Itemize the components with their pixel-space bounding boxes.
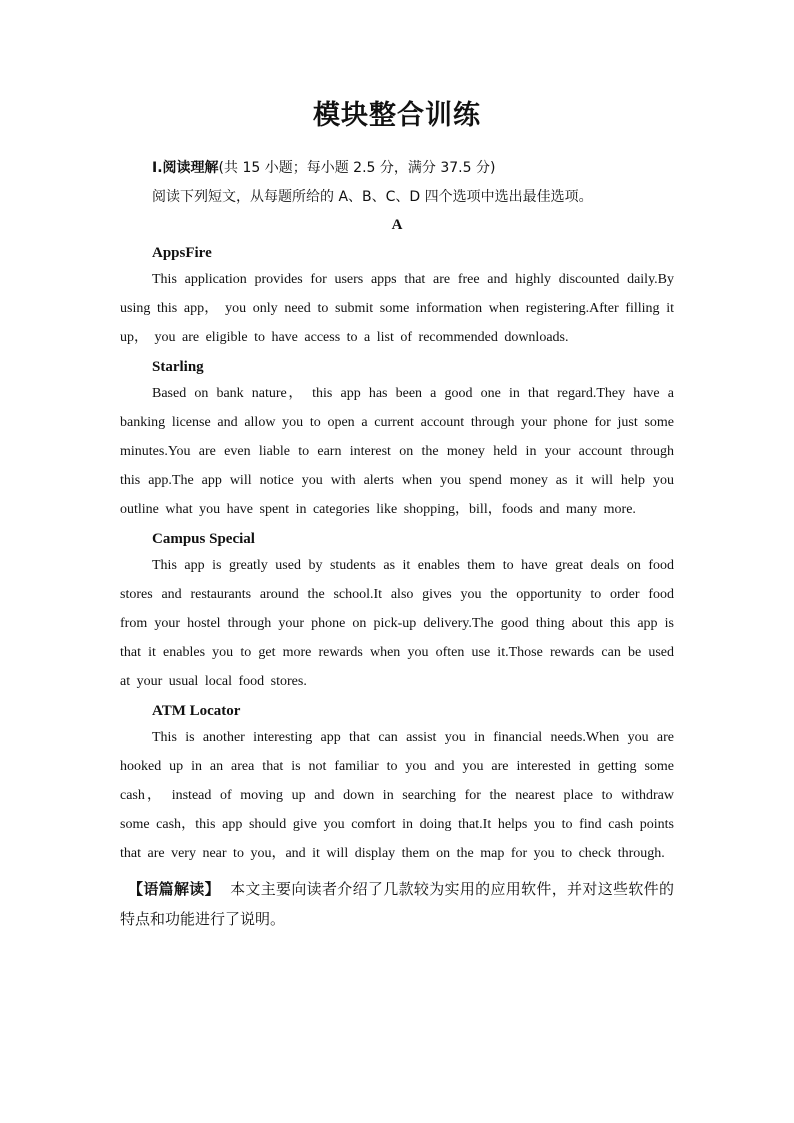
app-name: Starling (152, 359, 204, 376)
section-detail: (共 15 小题；每小题 2.5 分，满分 37.5 分) (218, 160, 496, 176)
app-section-appsfire (120, 240, 674, 352)
passage-label: A (391, 217, 403, 233)
app-section-starling (120, 354, 674, 524)
section-heading (120, 156, 674, 180)
app-description: This app is greatly used by students as it enables them to have great deals on food stores and restaurants around the school.It also gives you the opportunity to order food from your hostel through your phone on pick-up delivery.The good thing about this app is that it enables you to get more rewards when you often use it.Those rewards can be used at your usual local food stores. (120, 558, 674, 689)
passage-summary (120, 874, 674, 934)
app-description: This application provides for users apps that are free and highly discounted daily.By using this app， you only need to submit some information when registering.After filling it up， you are eligible to have access to a list of recommended downloads. (120, 272, 674, 345)
document-page (120, 96, 674, 934)
instruction-text: 阅读下列短文，从每题所给的 A、B、C、D 四个选项中选出最佳选项。 (152, 189, 593, 205)
app-section-campus-special (120, 526, 674, 696)
summary-text: 本文主要向读者介绍了几款较为实用的应用软件，并对这些软件的特点和功能进行了说明。 (120, 880, 674, 929)
summary-tag: 【语篇解读】 (128, 880, 220, 899)
app-name: Campus Special (152, 531, 255, 548)
app-description: Based on bank nature， this app has been a good one in that regard.They have a banking license and allow you to open a current account through your phone for just some minutes.You are even liable to earn interest on the money held in your account through this app.The app will notice you with alerts when you spend money as it will help you outline what you have spent in categories like shopping，bill，foods and many more. (120, 386, 674, 517)
page-title: 模块整合训练 (313, 100, 481, 131)
section-label: Ⅰ.阅读理解 (152, 160, 219, 176)
app-name: ATM Locator (152, 703, 241, 720)
app-section-atm-locator (120, 698, 674, 868)
app-name: AppsFire (152, 245, 212, 261)
app-description: This is another interesting app that can assist you in financial needs.When you are hooked up in an area that is not familiar to you and you are interested in getting some cash， instead of moving up and down in searching for the nearest place to withdraw some cash，this app should give you comfort in doing that.It helps you to find cash points that are very near to you，and it will display them on the map for you to check through. (120, 730, 674, 861)
